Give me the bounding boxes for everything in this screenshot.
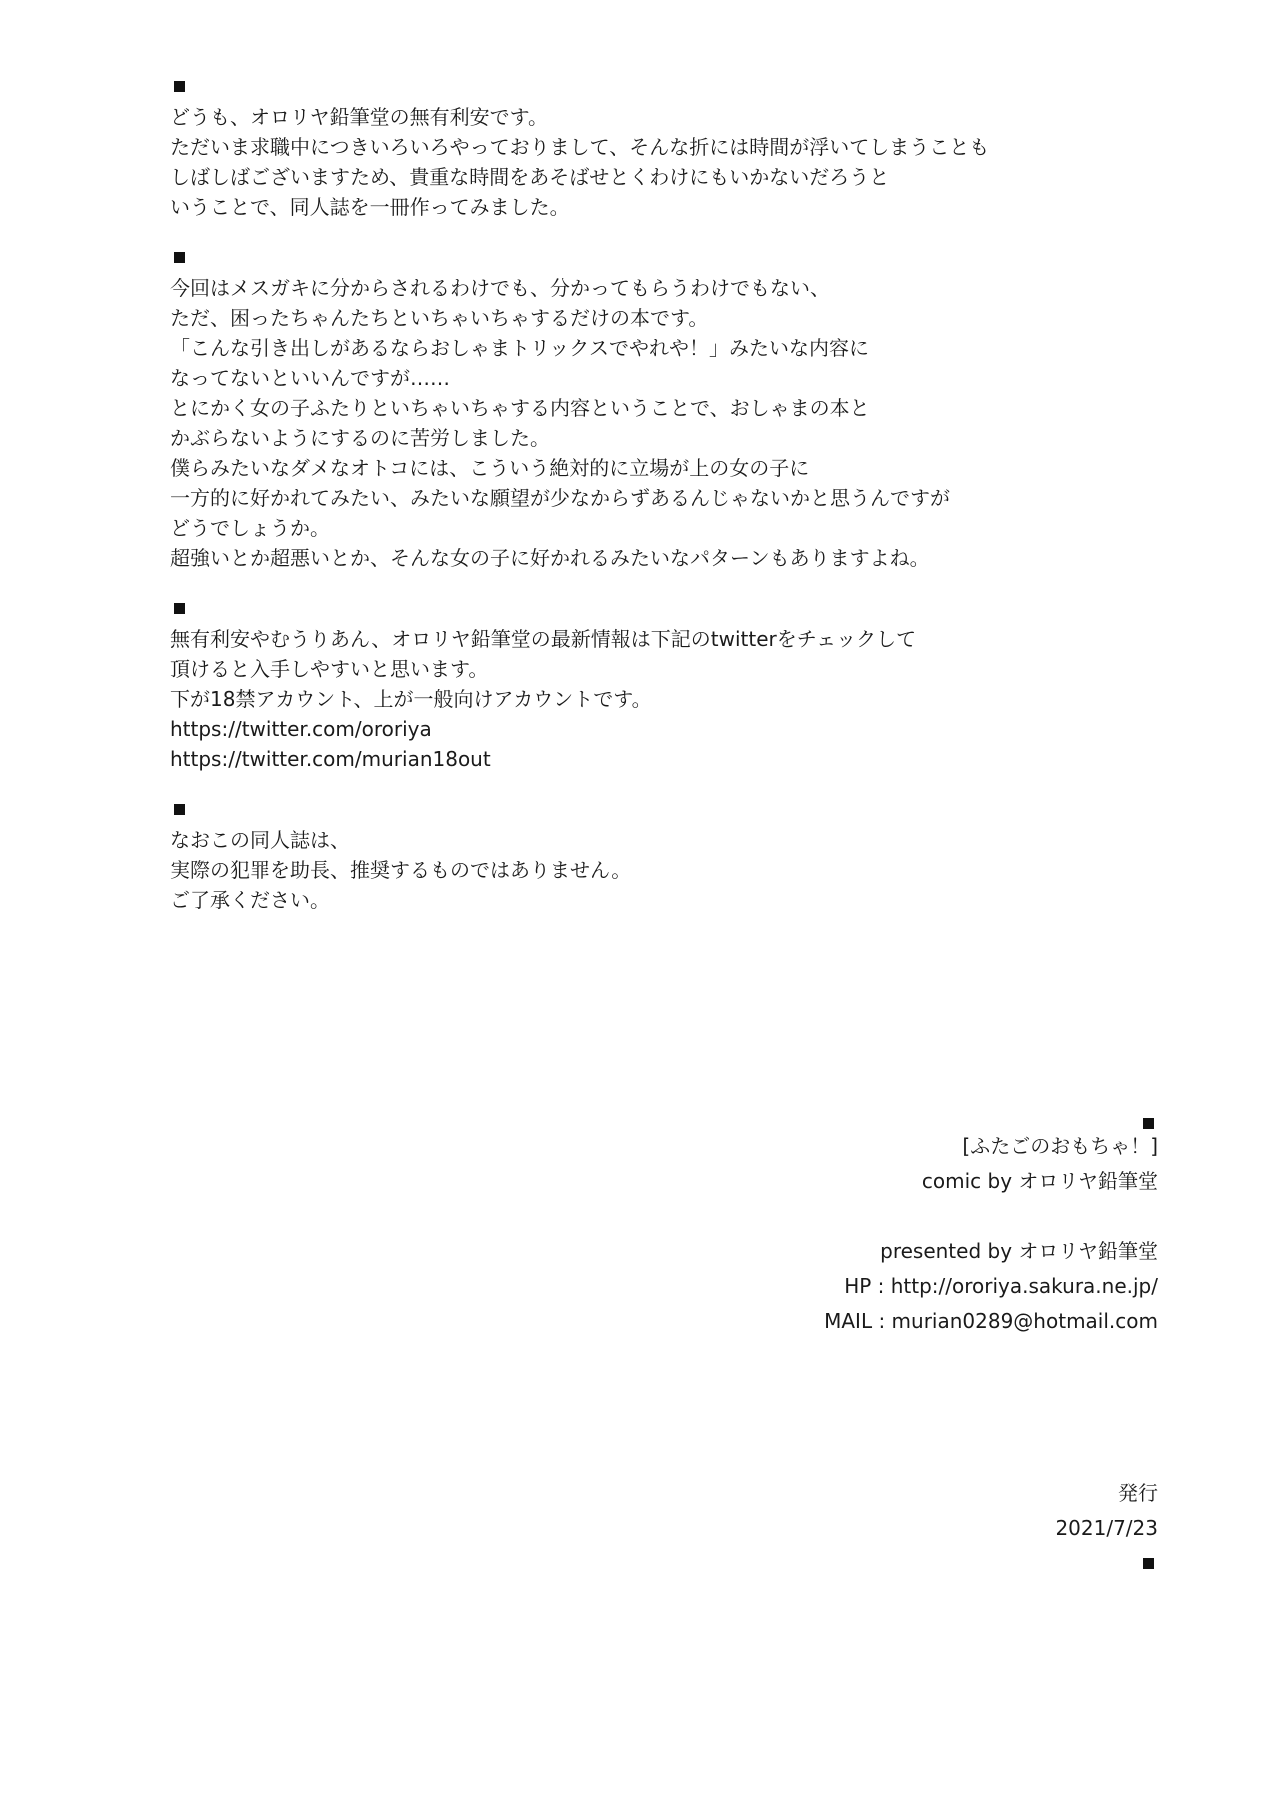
text-line: どうも、オロリヤ鉛筆堂の無有利安です。 — [170, 105, 548, 129]
text-line: 一方的に好かれてみたい、みたいな願望が少なからずあるんじゃないかと思うんですが — [170, 486, 950, 510]
comic-credit: comic by オロリヤ鉛筆堂 — [921, 1169, 1158, 1193]
text-line: しばしばございますため、貴重な時間をあそばせとくわけにもいかないだろうと — [170, 165, 890, 189]
square-bullet-icon — [174, 81, 185, 92]
text-line: 実際の犯罪を助長、推奨するものではありません。 — [170, 858, 632, 882]
text-line: どうでしょうか。 — [170, 516, 330, 540]
spacer — [824, 1199, 1158, 1234]
text-line: 頂けると入手しやすいと思います。 — [170, 657, 489, 681]
text-line: ただ、困ったちゃんたちといちゃいちゃするだけの本です。 — [170, 306, 709, 330]
section-book-content — [170, 252, 1070, 573]
publish-date: 2021/7/23 — [1055, 1516, 1158, 1540]
square-bullet-icon — [174, 252, 185, 263]
text-line: 超強いとか超悪いとか、そんな女の子に好かれるみたいなパターンもありますよね。 — [170, 546, 930, 570]
text-line: 僕らみたいなダメなオトコには、こういう絶対的に立場が上の女の子に — [170, 456, 810, 480]
square-bullet-icon — [174, 603, 185, 614]
section-greeting — [170, 81, 1070, 222]
text-line: 無有利安やむうりあん、オロリヤ鉛筆堂の最新情報は下記のtwitterをチェックして — [170, 627, 917, 651]
text-line: 今回はメスガキに分からされるわけでも、分かってもらうわけでもない、 — [170, 276, 830, 300]
homepage-link[interactable]: HP : http://ororiya.sakura.ne.jp/ — [844, 1274, 1158, 1298]
text-line: なおこの同人誌は、 — [170, 828, 350, 852]
text-line: ご了承ください。 — [170, 888, 330, 912]
square-bullet-icon — [1143, 1558, 1154, 1569]
text-line: ただいま求職中につきいろいろやっておりまして、そんな折には時間が浮いてしまうことも — [170, 135, 990, 159]
text-line: かぶらないようにするのに苦労しました。 — [170, 426, 550, 450]
section-disclaimer — [170, 804, 1070, 915]
text-line: いうことで、同人誌を一冊作ってみました。 — [170, 195, 570, 219]
square-bullet-icon — [174, 804, 185, 815]
text-line: 「こんな引き出しがあるならおしゃまトリックスでやれや！」みたいな内容に — [170, 336, 869, 360]
text-line: とにかく女の子ふたりといちゃいちゃする内容ということで、おしゃまの本と — [170, 396, 870, 420]
email-link[interactable]: MAIL : murian0289@hotmail.com — [824, 1309, 1158, 1333]
section-twitter-info — [170, 603, 1070, 774]
twitter-link-general[interactable]: https://twitter.com/ororiya — [170, 717, 432, 741]
colophon — [824, 1118, 1158, 1339]
publication-info — [1055, 1476, 1158, 1569]
publish-label: 発行 — [1118, 1481, 1158, 1505]
square-bullet-icon — [1143, 1118, 1154, 1129]
text-line: なってないといいんですが…… — [170, 366, 450, 390]
book-title: [ふたごのおもちゃ！] — [962, 1134, 1158, 1158]
text-line: 下が18禁アカウント、上が一般向けアカウントです。 — [170, 687, 652, 711]
afterword-body — [170, 72, 1070, 945]
twitter-link-adult[interactable]: https://twitter.com/murian18out — [170, 747, 491, 771]
presented-credit: presented by オロリヤ鉛筆堂 — [880, 1239, 1158, 1263]
